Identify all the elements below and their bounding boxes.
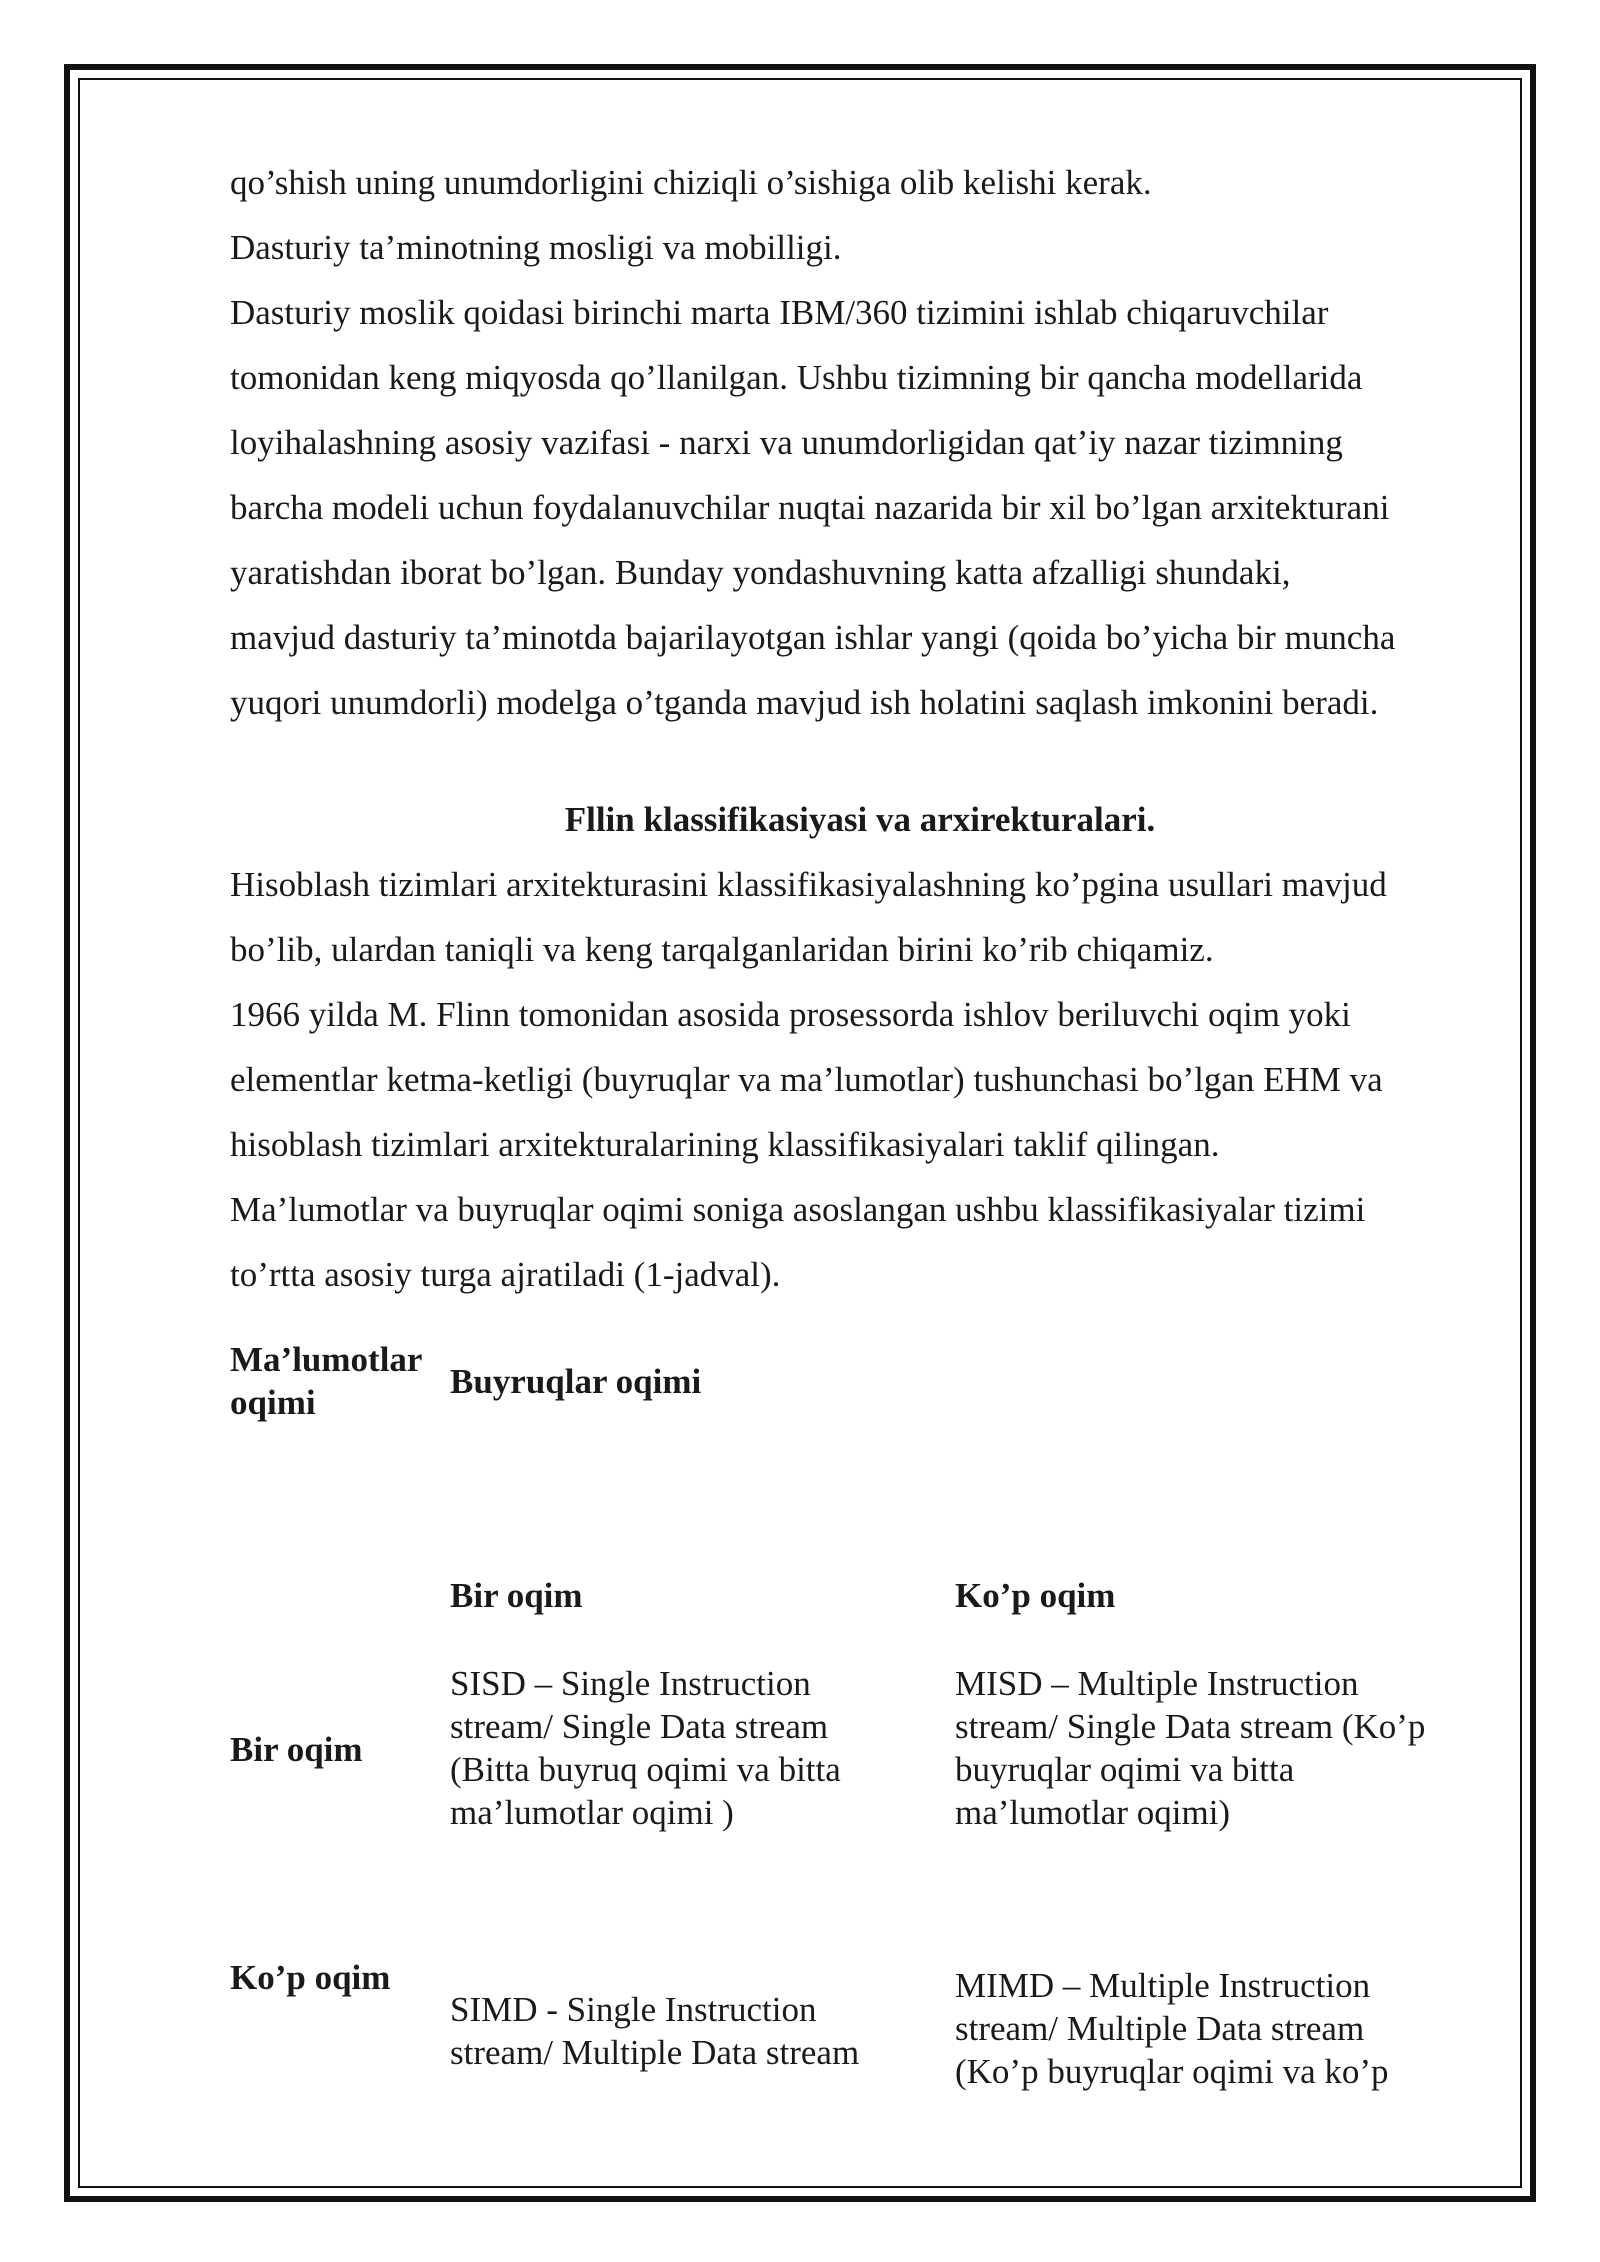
text-line: tomonidan keng miqyosda qo’llanilgan. Ushbu tizimning bir qancha modellarida <box>230 358 1363 397</box>
text-line: yaratishdan iborat bo’lgan. Bunday yondashuvning katta afzalligi shundaki, <box>230 553 1291 592</box>
cell-line: SIMD - Single Instruction <box>450 1990 817 2029</box>
cell-line: MISD – Multiple Instruction <box>955 1664 1359 1703</box>
cell-line: stream/ Single Data stream <box>450 1707 829 1746</box>
cell-line: stream/ Multiple Data stream <box>450 2033 860 2072</box>
cell-line: SISD – Single Instruction <box>450 1664 811 1703</box>
text-line: Ma’lumotlar va buyruqlar oqimi soniga asoslangan ushbu klassifikasiyalar tizimi <box>230 1190 1366 1229</box>
text-line: Dasturiy ta’minotning mosligi va mobilligi. <box>230 228 842 267</box>
col-header-title: Buyruqlar oqimi <box>450 1362 702 1401</box>
cell-line: buyruqlar oqimi va bitta <box>955 1750 1295 1789</box>
row-header-title-line: Ma’lumotlar <box>230 1340 423 1379</box>
text-line: loyihalashning asosiy vazifasi - narxi va unumdorligidan qat’iy nazar tizimning <box>230 423 1343 462</box>
cell-misd <box>955 1662 1425 1834</box>
row-header-single: Bir oqim <box>230 1730 363 1769</box>
row-header-multi: Ko’p oqim <box>230 1958 391 1997</box>
row-header-title-line: oqimi <box>230 1383 316 1422</box>
cell-line: ma’lumotlar oqimi ) <box>450 1793 734 1832</box>
text-line: 1966 yilda M. Flinn tomonidan asosida prosessorda ishlov beriluvchi oqim yoki <box>230 995 1351 1034</box>
text-line: mavjud dasturiy ta’minotda bajarilayotgan ishlar yangi (qoida bo’yicha bir muncha <box>230 618 1396 657</box>
text-line: elementlar ketma-ketligi (buyruqlar va ma’lumotlar) tushunchasi bo’lgan EHM va <box>230 1060 1383 1099</box>
document-body <box>230 150 1500 1307</box>
section-heading: Fllin klassifikasiyasi va arxirekturalari. <box>564 800 1156 839</box>
cell-line: (Ko’p buyruqlar oqimi va ko’p <box>955 2052 1389 2091</box>
text-line: hisoblash tizimlari arxitekturalarining klassifikasiyalari taklif qilingan. <box>230 1125 1220 1164</box>
col-header-multi: Ko’p oqim <box>955 1576 1116 1615</box>
cell-line: ma’lumotlar oqimi) <box>955 1793 1231 1832</box>
cell-simd <box>450 1988 859 2074</box>
col-header-single: Bir oqim <box>450 1576 583 1615</box>
flynn-classification-table <box>230 1338 1530 2138</box>
cell-line: stream/ Multiple Data stream <box>955 2009 1365 2048</box>
cell-line: (Bitta buyruq oqimi va bitta <box>450 1750 841 1789</box>
cell-sisd <box>450 1662 841 1834</box>
cell-line: stream/ Single Data stream (Ko’p <box>955 1707 1426 1746</box>
text-line: Dasturiy moslik qoidasi birinchi marta IBM/360 tizimini ishlab chiqaruvchilar <box>230 293 1329 332</box>
text-line: qo’shish uning unumdorligini chiziqli o’sishiga olib kelishi kerak. <box>230 163 1152 202</box>
text-line: bo’lib, ulardan taniqli va keng tarqalganlaridan birini ko’rib chiqamiz. <box>230 930 1214 969</box>
text-line: yuqori unumdorli) modelga o’tganda mavjud ish holatini saqlash imkonini beradi. <box>230 683 1379 722</box>
text-line: to’rtta asosiy turga ajratiladi (1-jadval). <box>230 1255 781 1294</box>
row-header-title <box>230 1338 422 1424</box>
cell-line: MIMD – Multiple Instruction <box>955 1966 1371 2005</box>
text-line: barcha modeli uchun foydalanuvchilar nuqtai nazarida bir xil bo’lgan arxitekturani <box>230 488 1390 527</box>
cell-mimd <box>955 1964 1389 2093</box>
text-line: Hisoblash tizimlari arxitekturasini klassifikasiyalashning ko’pgina usullari mavjud <box>230 865 1387 904</box>
